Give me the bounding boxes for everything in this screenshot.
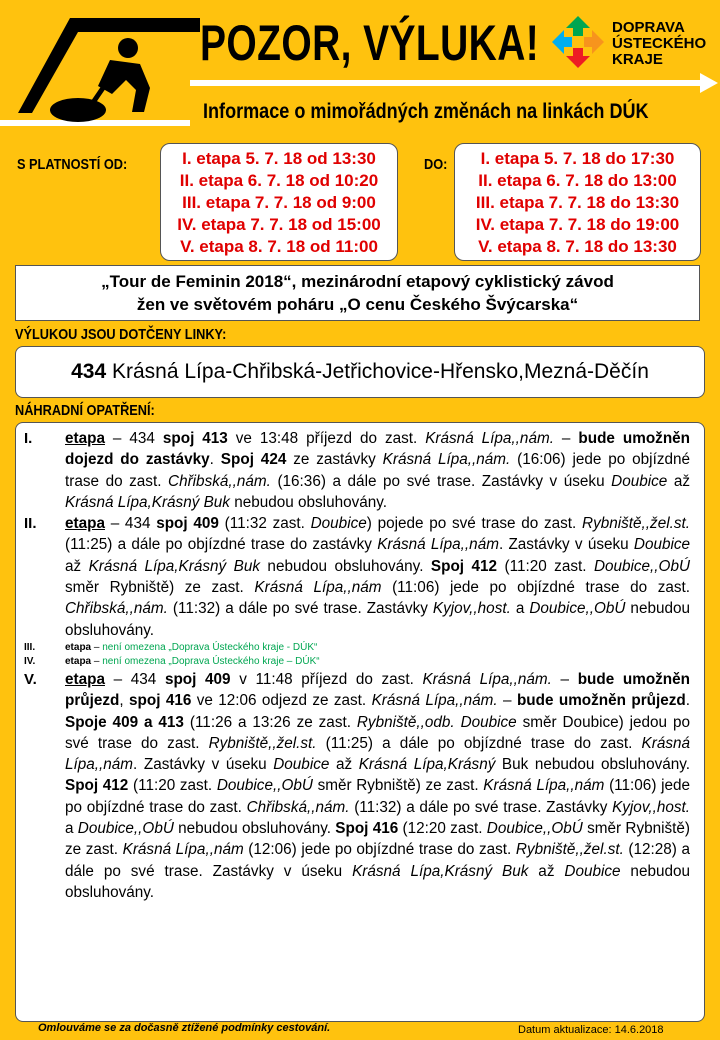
stage-number: IV. [24, 655, 36, 667]
stage-number: I. [24, 430, 33, 447]
stage-number: V. [24, 670, 37, 688]
stage-number: II. [24, 515, 37, 533]
valid-from-label: S PLATNOSTÍ OD: [17, 156, 128, 173]
page-subtitle: Informace o mimořádných změnách na linkách DÚK [203, 100, 649, 123]
valid-to-label: DO: [424, 156, 448, 173]
valid-from-line: I. etapa 5. 7. 18 od 13:30 [182, 149, 376, 168]
arrow-head-icon [700, 73, 718, 93]
stage-note: není omezena „Doprava Ústeckého kraje - DÚK“ [102, 641, 318, 653]
valid-from-line: II. etapa 6. 7. 18 od 10:20 [179, 171, 379, 190]
valid-from-line: V. etapa 8. 7. 18 od 11:00 [180, 237, 378, 256]
measures-box [15, 422, 705, 1022]
stage-5 [22, 669, 690, 903]
road-worker-icon [0, 8, 200, 128]
header [0, 0, 720, 140]
event-line: žen ve světovém poháru „O cenu Českého Švýcarska“ [136, 295, 579, 314]
affected-lines-label: VÝLUKOU JSOU DOTČENY LINKY: [15, 326, 227, 343]
logo-line: ÚSTECKÉHO [612, 35, 707, 52]
update-date: Datum aktualizace: 14.6.2018 [518, 1024, 664, 1036]
duk-logo-text [612, 20, 706, 68]
line-route: Krásná Lípa-Chřibská-Jetřichovice-Hřensko,Mezná-Děčín [112, 360, 649, 383]
measures-label: NÁHRADNÍ OPATŘENÍ: [15, 402, 155, 419]
logo-line: KRAJE [612, 51, 663, 68]
stage-1 [22, 428, 690, 513]
valid-from-line: III. etapa 7. 7. 18 od 9:00 [182, 193, 376, 212]
arrow-line [190, 80, 708, 86]
valid-from-box [160, 143, 398, 261]
stage-2 [22, 513, 690, 641]
duk-logo-icon [550, 14, 606, 70]
stage-text: etapa – 434 spoj 409 v 11:48 příjezd do zast. Krásná Lípa,,nám. – bude umožněn průjezd, spoj 416 ve 12:06 odjezd ze zast. Krásná Lípa,,nám. – bude umožněn průjezd. Spoje 409 a 413 (11:26 a 13:26 ze zast. Rybniště,,odb. Doubice směr Doubice) jedou po své trase do zast. Rybniště,,žel.st. (11:25) a dále po objízdné trase do zast. Krásná Lípa,,nám. Zastávky v úseku Doubice až Krásná Lípa,Krásný Buk nebudou obsluhovány. Spoj 412 (11:20 zast. Doubice,,ObÚ směr Rybniště) ze zast. Krásná Lípa,,nám (11:06) jede po objízdné trase do zast. Chřibská,,nám. (11:32) a dále po své trase. Zastávky Kyjov,,host. a Doubice,,ObÚ nebudou obsluhovány. Spoj 416 (12:20 zast. Doubice,,ObÚ směr Rybniště) ze zast. Krásná Lípa,,nám (12:06) jede po objízdné trase do zast. Rybniště,,žel.st. (12:28) a dále po své trase. Zastávky v úseku Krásná Lípa,Krásný Buk až Doubice nebudou obsluhovány. [65, 670, 691, 901]
line-number: 434 [71, 360, 107, 383]
valid-to-line: V. etapa 8. 7. 18 do 13:30 [478, 237, 677, 256]
stage-3 [22, 641, 690, 655]
logo-line: DOPRAVA [612, 19, 685, 36]
stage-text: etapa – není omezena „Doprava Ústeckého kraje - DÚK“ [65, 641, 318, 653]
stage-text: etapa – 434 spoj 413 ve 13:48 příjezd do zast. Krásná Lípa,,nám. – bude umožněn dojezd do zastávky. Spoj 424 ze zastávky Krásná Lípa,,nám. (16:06) jede po objízdné trase do zast. Chřibská,,nám. (16:36) a dále po své trase. Zastávky v úseku Doubice až Krásná Lípa,Krásný Buk nebudou obsluhovány. [65, 430, 691, 511]
valid-to-line: IV. etapa 7. 7. 18 do 19:00 [475, 215, 680, 234]
apology-text: Omlouváme se za dočasně ztížené podmínky cestování. [38, 1022, 331, 1034]
valid-to-line: III. etapa 7. 7. 18 do 13:30 [475, 193, 680, 212]
valid-to-line: II. etapa 6. 7. 18 do 13:00 [478, 171, 677, 190]
valid-from-line: IV. etapa 7. 7. 18 od 15:00 [177, 215, 381, 234]
valid-to-line: I. etapa 5. 7. 18 do 17:30 [480, 149, 675, 168]
stage-number: III. [24, 641, 36, 653]
stage-4 [22, 655, 690, 669]
stage-note: není omezena „Doprava Ústeckého kraje – DÚK“ [102, 655, 320, 667]
stage-text: etapa – není omezena „Doprava Ústeckého kraje – DÚK“ [65, 655, 320, 667]
affected-line-box [15, 346, 705, 398]
stage-text: etapa – 434 spoj 409 (11:32 zast. Doubice) pojede po své trase do zast. Rybniště,,žel.st. (11:25) a dále po objízdné trase do zastávky Krásná Lípa,,nám. Zastávky v úseku Doubice až Krásná Lípa,Krásný Buk nebudou obsluhovány. Spoj 412 (11:20 zast. Doubice,,ObÚ směr Rybniště) ze zast. Krásná Lípa,,nám (11:06) jede po objízdné trase do zast. Chřibská,,nám. (11:32) a dále po své trase. Zastávky Kyjov,,host. a Doubice,,ObÚ nebudou obsluhovány. [65, 515, 691, 639]
event-line: „Tour de Feminin 2018“, mezinárodní etapový cyklistický závod [101, 272, 614, 291]
event-box [15, 265, 700, 321]
page-title: POZOR, VÝLUKA! [200, 15, 540, 71]
valid-to-box [454, 143, 701, 261]
